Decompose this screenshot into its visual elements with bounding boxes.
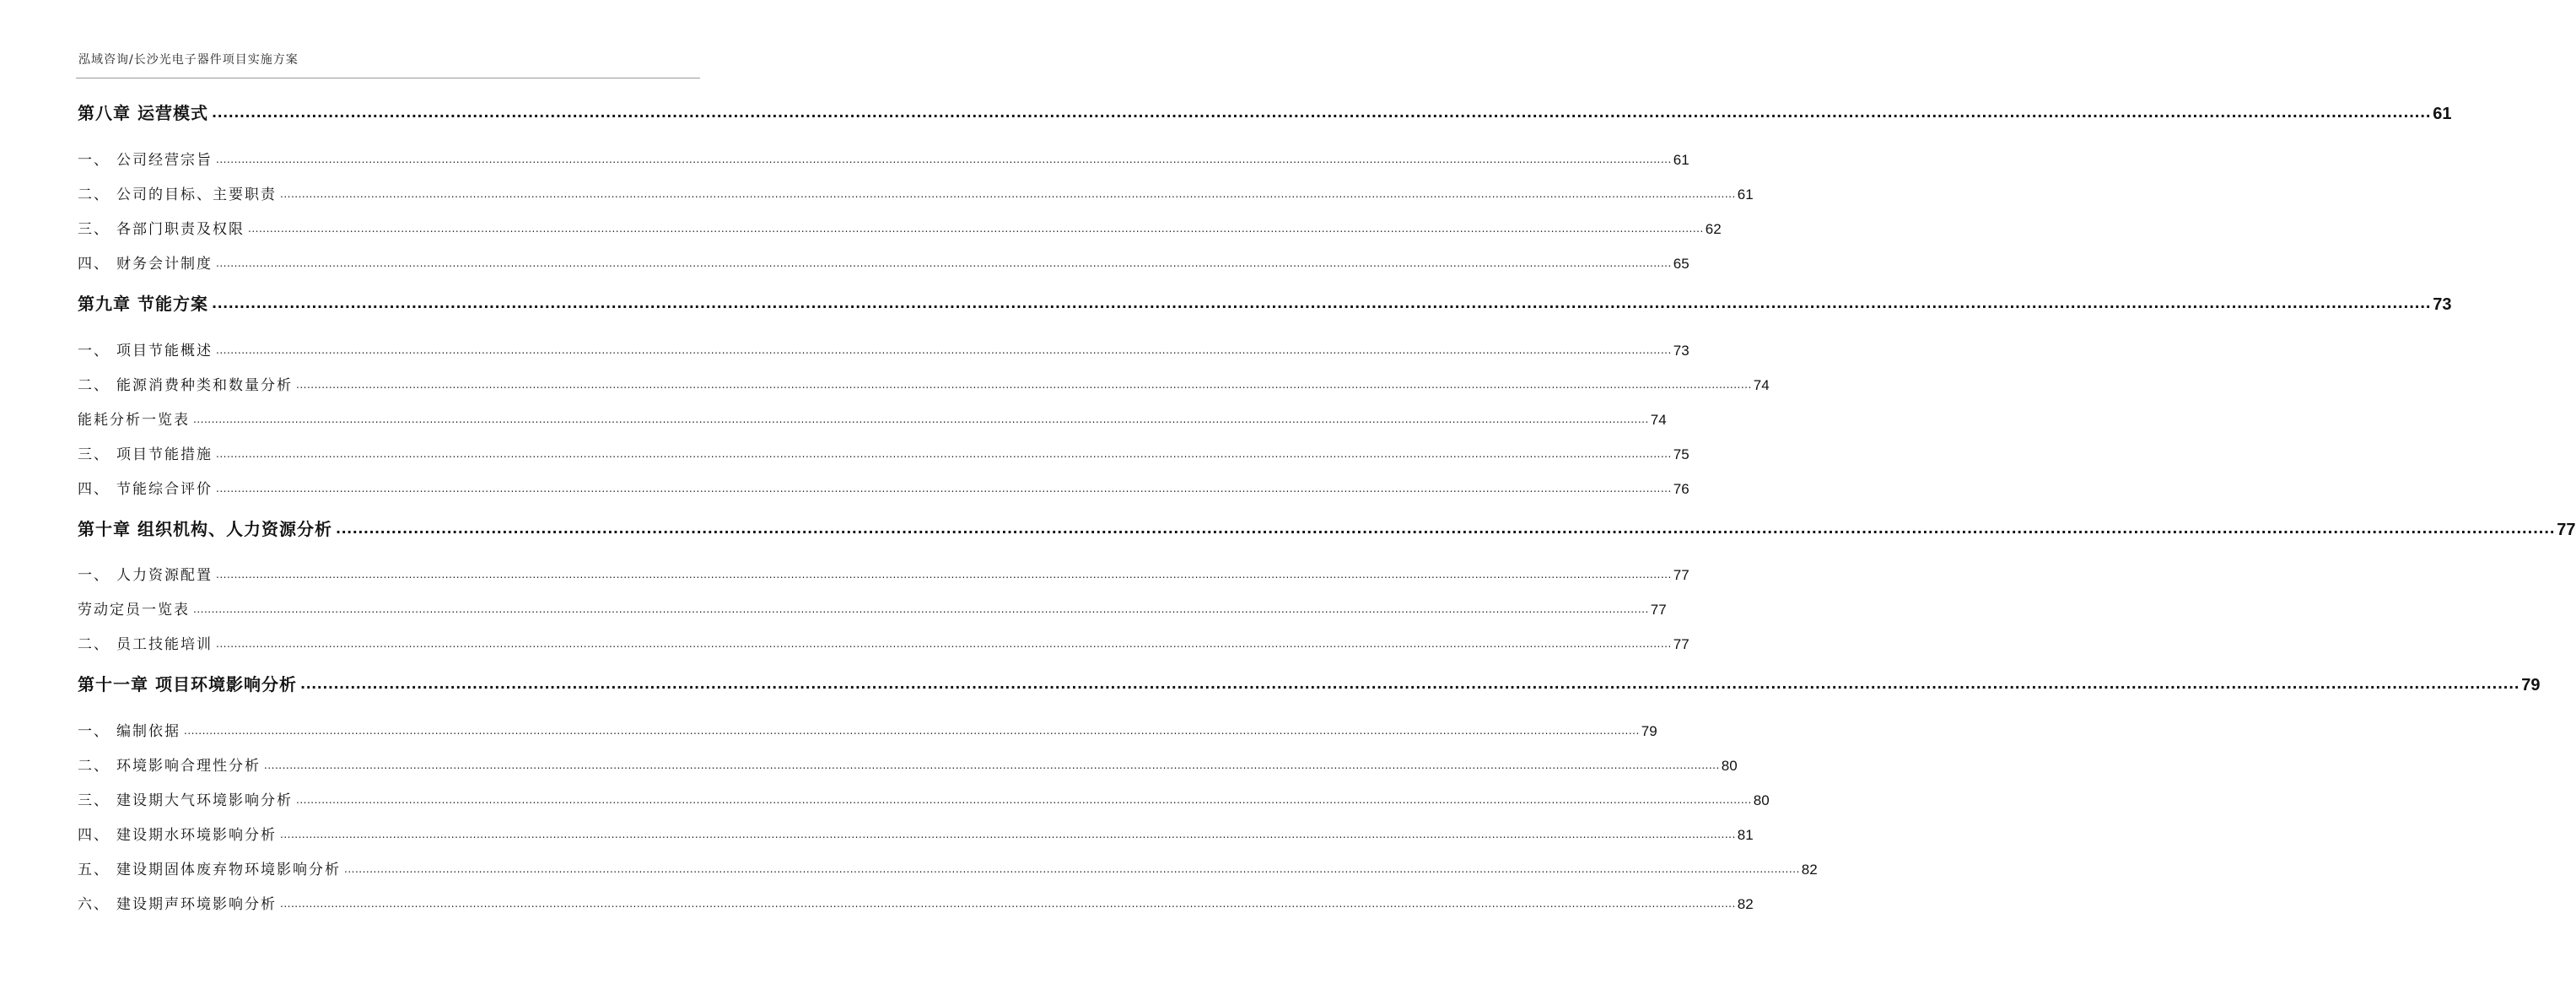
toc-entry-title — [78, 182, 277, 203]
toc-page-number: 79 — [2521, 676, 2541, 694]
toc-entry-label: 建设期大气环境影响分析 — [116, 792, 293, 809]
toc-section-entry[interactable] — [78, 216, 1722, 238]
toc-leader-dots: ................................................................................................................................................................................................................................................................................................................................................................................................................ — [216, 448, 1672, 460]
toc-entry-label: 能耗分析一览表 — [78, 412, 190, 429]
toc-entry-label: 建设期固体废弃物环境影响分析 — [116, 862, 341, 878]
toc-page-number: 73 — [1673, 343, 1689, 359]
toc-page-number: 79 — [1641, 723, 1657, 739]
toc-entry-number: 四、 — [78, 481, 110, 498]
toc-entry-label: 公司的目标、主要职责 — [116, 186, 277, 203]
toc-leader-dots: ................................................................................................................................................................................................................................................................................................................................................................................................................ — [216, 483, 1672, 494]
toc-entry-title — [78, 408, 190, 429]
toc-section-entry[interactable] — [78, 597, 1667, 619]
toc-leader-dots: ................................................................................................................................................................................................................................................................................................................................................................................................................ — [336, 521, 2556, 537]
toc-entry-title — [78, 597, 190, 619]
toc-page-number: 82 — [1737, 896, 1754, 912]
toc-section-entry[interactable] — [78, 822, 1754, 844]
toc-entry-title — [78, 671, 297, 695]
toc-leader-dots: ................................................................................................................................................................................................................................................................................................................................................................................................................ — [212, 295, 2432, 311]
toc-page-number: 77 — [1650, 602, 1667, 618]
toc-leader-dots: ................................................................................................................................................................................................................................................................................................................................................................................................................ — [212, 105, 2432, 121]
toc-leader-dots: ................................................................................................................................................................................................................................................................................................................................................................................................................ — [216, 344, 1672, 356]
toc-entry-number: 五、 — [78, 862, 110, 878]
toc-entry-label: 项目环境影响分析 — [155, 674, 297, 694]
toc-chapter-entry[interactable] — [78, 293, 2452, 315]
toc-entry-number: 一、 — [78, 152, 110, 169]
toc-leader-dots: ................................................................................................................................................................................................................................................................................................................................................................................................................ — [280, 898, 1736, 910]
toc-entry-number: 三、 — [78, 446, 110, 463]
toc-entry-title — [78, 823, 277, 844]
toc-section-entry[interactable] — [78, 251, 1689, 273]
toc-entry-title — [78, 754, 261, 775]
toc-entry-label: 编制依据 — [116, 723, 181, 740]
toc-page-number: 73 — [2433, 295, 2452, 314]
toc-entry-title — [78, 516, 332, 540]
toc-section-entry[interactable] — [78, 147, 1689, 169]
toc-section-entry[interactable] — [78, 718, 1657, 740]
toc-leader-dots: ................................................................................................................................................................................................................................................................................................................................................................................................................ — [193, 603, 1649, 615]
toc-leader-dots: ................................................................................................................................................................................................................................................................................................................................................................................................................ — [300, 676, 2520, 692]
toc-section-entry[interactable] — [78, 441, 1689, 463]
toc-page-number: 65 — [1673, 256, 1689, 272]
toc-leader-dots: ................................................................................................................................................................................................................................................................................................................................................................................................................ — [193, 413, 1649, 425]
toc-page-number: 77 — [1673, 636, 1689, 652]
toc-entry-number: 一、 — [78, 343, 110, 359]
toc-entry-label: 建设期水环境影响分析 — [116, 827, 277, 844]
toc-entry-title — [78, 477, 213, 498]
toc-section-entry[interactable] — [78, 181, 1754, 203]
toc-entry-label: 节能方案 — [137, 294, 208, 314]
toc-leader-dots: ................................................................................................................................................................................................................................................................................................................................................................................................................ — [216, 638, 1672, 650]
toc-entry-title — [78, 563, 213, 584]
toc-entry-number: 三、 — [78, 792, 110, 809]
toc-chapter-entry[interactable] — [78, 102, 2452, 124]
toc-entry-title — [78, 719, 181, 740]
toc-page-number: 82 — [1801, 862, 1818, 878]
toc-section-entry[interactable] — [78, 753, 1738, 775]
toc-entry-label: 节能综合评价 — [116, 481, 213, 498]
running-header: 泓域咨询/长沙光电子器件项目实施方案 — [78, 53, 299, 67]
toc-leader-dots: ................................................................................................................................................................................................................................................................................................................................................................................................................ — [216, 569, 1672, 581]
toc-section-entry[interactable] — [78, 338, 1689, 359]
toc-entry-label: 人力资源配置 — [116, 567, 213, 584]
toc-leader-dots: ................................................................................................................................................................................................................................................................................................................................................................................................................ — [296, 794, 1752, 806]
toc-entry-number: 一、 — [78, 723, 110, 740]
toc-entry-title — [78, 373, 293, 394]
toc-entry-label: 能源消费种类和数量分析 — [116, 377, 293, 394]
toc-entry-title — [78, 217, 245, 238]
toc-page-number: 77 — [1673, 567, 1689, 583]
toc-entry-title — [78, 892, 277, 913]
toc-entry-number: 六、 — [78, 896, 110, 913]
toc-entry-title — [78, 251, 213, 273]
toc-page-number: 61 — [1673, 152, 1689, 168]
toc-chapter-entry[interactable] — [78, 518, 2576, 540]
toc-leader-dots: ................................................................................................................................................................................................................................................................................................................................................................................................................ — [280, 829, 1736, 840]
toc-entry-number: 三、 — [78, 221, 110, 238]
toc-page-number: 75 — [1673, 446, 1689, 462]
toc-section-entry[interactable] — [78, 891, 1754, 913]
toc-leader-dots: ................................................................................................................................................................................................................................................................................................................................................................................................................ — [280, 188, 1736, 200]
toc-section-entry[interactable] — [78, 476, 1689, 498]
toc-section-entry[interactable] — [78, 631, 1689, 653]
toc-page-number: 81 — [1737, 827, 1754, 843]
toc-entry-label: 环境影响合理性分析 — [116, 758, 261, 775]
toc-section-entry[interactable] — [78, 562, 1689, 584]
toc-entry-title — [78, 632, 213, 653]
toc-entry-label: 建设期声环境影响分析 — [116, 896, 277, 913]
toc-page-number: 61 — [1737, 186, 1754, 203]
toc-page-number: 80 — [1753, 792, 1770, 808]
toc-entry-number: 第八章 — [78, 103, 131, 123]
toc-page-number: 62 — [1705, 221, 1722, 237]
toc-section-entry[interactable] — [78, 856, 1818, 878]
toc-leader-dots: ................................................................................................................................................................................................................................................................................................................................................................................................................ — [296, 379, 1752, 391]
toc-entry-number: 第十一章 — [78, 674, 148, 694]
toc-entry-title — [78, 148, 213, 169]
toc-entry-label: 劳动定员一览表 — [78, 602, 190, 619]
toc-leader-dots: ................................................................................................................................................................................................................................................................................................................................................................................................................ — [264, 759, 1720, 771]
toc-page-number: 74 — [1650, 412, 1667, 428]
toc-entry-number: 一、 — [78, 567, 110, 584]
toc-page-number: 74 — [1753, 377, 1770, 393]
toc-chapter-entry[interactable] — [78, 673, 2541, 695]
toc-section-entry[interactable] — [78, 372, 1770, 394]
toc-entry-number: 四、 — [78, 256, 110, 273]
toc-page-number: 77 — [2557, 521, 2576, 539]
toc-entry-title — [78, 788, 293, 809]
toc-leader-dots: ................................................................................................................................................................................................................................................................................................................................................................................................................ — [248, 223, 1704, 235]
toc-entry-label: 运营模式 — [137, 103, 208, 123]
toc-section-entry[interactable] — [78, 407, 1667, 429]
toc-leader-dots: ................................................................................................................................................................................................................................................................................................................................................................................................................ — [344, 863, 1800, 875]
toc-entry-number: 第十章 — [78, 519, 131, 539]
toc-section-entry[interactable] — [78, 787, 1770, 809]
toc-entry-number: 二、 — [78, 636, 110, 653]
toc-entry-title — [78, 442, 213, 463]
toc-leader-dots: ................................................................................................................................................................................................................................................................................................................................................................................................................ — [184, 725, 1640, 737]
toc-entry-label: 组织机构、人力资源分析 — [137, 519, 332, 539]
toc-entry-title — [78, 857, 341, 878]
toc-entry-label: 财务会计制度 — [116, 256, 213, 273]
toc-entry-number: 二、 — [78, 186, 110, 203]
toc-entry-number: 第九章 — [78, 294, 131, 314]
toc-entry-number: 四、 — [78, 827, 110, 844]
toc-entry-label: 项目节能措施 — [116, 446, 213, 463]
toc-entry-number: 二、 — [78, 377, 110, 394]
toc-entry-title — [78, 290, 208, 315]
toc-entry-number: 二、 — [78, 758, 110, 775]
toc-page-number: 61 — [2433, 105, 2452, 123]
toc-leader-dots: ................................................................................................................................................................................................................................................................................................................................................................................................................ — [216, 154, 1672, 165]
toc-page-number: 76 — [1673, 481, 1689, 497]
toc-entry-label: 项目节能概述 — [116, 343, 213, 359]
toc-entry-label: 各部门职责及权限 — [116, 221, 245, 238]
toc-entry-title — [78, 338, 213, 359]
toc-entry-label: 员工技能培训 — [116, 636, 213, 653]
toc-page-number: 80 — [1721, 758, 1738, 774]
toc-entry-title — [78, 100, 208, 124]
toc-entry-label: 公司经营宗旨 — [116, 152, 213, 169]
toc-leader-dots: ................................................................................................................................................................................................................................................................................................................................................................................................................ — [216, 257, 1672, 269]
